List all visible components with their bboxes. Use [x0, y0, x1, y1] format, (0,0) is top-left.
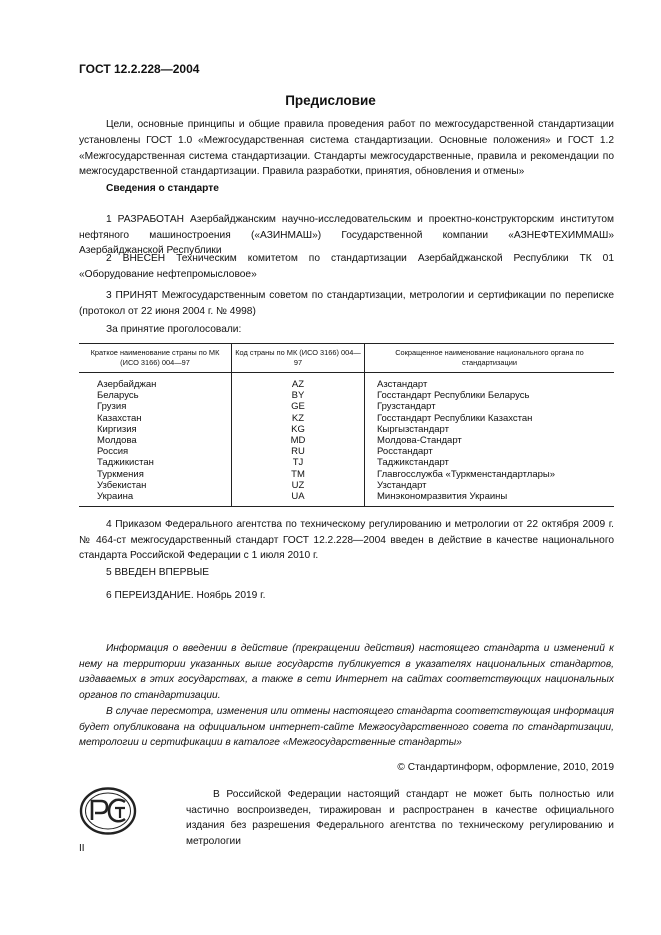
voted-label: За принятие проголосовали:	[106, 324, 242, 335]
section-heading: Сведения о стандарте	[106, 183, 219, 194]
column-header-country: Краткое наименование страны по МК (ИСО 3166) 004—97	[79, 344, 232, 373]
body-cell: Росстандарт	[377, 446, 433, 458]
body-cell: Госстандарт Республики Казахстан	[377, 412, 533, 424]
body-cell: Госстандарт Республики Беларусь	[377, 390, 530, 402]
intro-paragraph: Цели, основные принципы и общие правила проведения работ по межгосударственной стандартизации установлены ГОСТ 1.0 «Межгосударственная система стандартизации. Основные положения» и ГОСТ 1.2 «Межгосударственная система стандартизации. Стандарты межгосударственные, правила и рекомендации по межгосударственной стандартизации. Правила разработки, принятия, обновления и отмены»	[79, 119, 614, 178]
table-row	[79, 469, 614, 480]
country-cell: Украина	[79, 491, 232, 507]
code-cell: KZ	[232, 413, 365, 424]
table-row	[79, 446, 614, 457]
body-cell: Грузстандарт	[377, 401, 436, 413]
table-row	[79, 390, 614, 401]
body-cell: Узстандарт	[377, 479, 427, 491]
table-row	[79, 435, 614, 446]
table-header-row	[79, 344, 614, 373]
body-cell: Главгосслужба «Туркменстандартлары»	[377, 468, 556, 480]
code-cell: UA	[232, 491, 365, 507]
copyright-line: © Стандартинформ, оформление, 2010, 2019	[397, 762, 614, 773]
table-row	[79, 424, 614, 435]
table-row	[79, 491, 614, 507]
body-cell: Кыргызстандарт	[377, 423, 449, 435]
voting-table	[79, 343, 614, 507]
document-code-header: ГОСТ 12.2.228—2004	[79, 62, 200, 76]
country-cell: Таджикистан	[97, 457, 154, 469]
code-cell: MD	[232, 435, 365, 446]
body-cell: Азстандарт	[377, 379, 428, 390]
code-cell: UZ	[232, 480, 365, 491]
item-adopted: 3 ПРИНЯТ Межгосударственным советом по стандартизации, метрологии и сертификации по переписке (протокол от 22 июня 2004 г. № 4998)	[79, 290, 614, 317]
item-submitted: 2 ВНЕСЕН Техническим комитетом по стандартизации Азербайджанской Республики ТК 01 «Оборудование нефтепромысловое»	[79, 253, 614, 280]
code-cell: TM	[232, 469, 365, 480]
code-cell: BY	[232, 390, 365, 401]
code-cell: GE	[232, 401, 365, 412]
info-revision-paragraph: В случае пересмотра, изменения или отмены настоящего стандарта соответствующая информация будет опубликована на официальном интернет-сайте Межгосударственного совета по стандартизации, метрологии и сертификации в каталоге «Межгосударственные стандарты»	[79, 706, 614, 749]
item-enacted: 4 Приказом Федерального агентства по техническому регулированию и метрологии от 22 октября 2009 г. № 464-ст межгосударственный стандарт ГОСТ 12.2.228—2004 введен в действие в качестве национального стандарта Российской Федерации с 1 июля 2010 г.	[79, 519, 614, 562]
code-cell: KG	[232, 424, 365, 435]
info-publication-paragraph: Информация о введении в действие (прекращении действия) настоящего стандарта и изменений к нему на территории указанных выше государств публикуется в указателях национальных стандартов, издаваемых в этих государствах, а также в сети Интернет на сайтах соответствующих национальных органов по стандартизации.	[79, 643, 614, 701]
country-cell: Россия	[97, 446, 129, 458]
column-header-code: Код страны по МК (ИСО 3166) 004—97	[232, 344, 365, 373]
item-reissue: 6 ПЕРЕИЗДАНИЕ. Ноябрь 2019 г.	[106, 590, 266, 601]
column-header-body: Сокращенное наименование национального органа по стандартизации	[365, 344, 615, 373]
body-cell: Молдова-Стандарт	[377, 435, 462, 447]
country-cell: Киргизия	[97, 423, 137, 435]
body-cell: Таджикстандарт	[377, 457, 449, 469]
table-row	[79, 457, 614, 468]
table-row	[79, 401, 614, 412]
item-first-introduced: 5 ВВЕДЕН ВПЕРВЫЕ	[106, 567, 210, 578]
code-cell: TJ	[232, 457, 365, 468]
country-cell: Казахстан	[97, 412, 142, 424]
body-cell: Минэкономразвития Украины	[365, 491, 615, 507]
page-number: II	[79, 843, 85, 854]
country-cell: Молдова	[97, 435, 137, 447]
country-cell: Туркмения	[97, 468, 144, 480]
code-cell: RU	[232, 446, 365, 457]
country-cell: Азербайджан	[97, 379, 157, 390]
rst-logo-icon	[79, 786, 137, 836]
table-row	[79, 480, 614, 491]
country-cell: Грузия	[97, 401, 127, 413]
page-title: Предисловие	[285, 93, 376, 108]
country-cell: Узбекистан	[97, 479, 147, 491]
code-cell: AZ	[232, 373, 365, 391]
table-row	[79, 373, 614, 391]
item-developed: 1 РАЗРАБОТАН Азербайджанским научно-исследовательским и проектно-конструкторским институтом нефтяного машиностроения («АЗИНМАШ») Государственной компании «АЗНЕФТЕХИММАШ» Азербайджанской Республики	[79, 214, 614, 257]
reproduction-notice: В Российской Федерации настоящий стандарт не может быть полностью или частично воспроизведен, тиражирован и распространен в качестве официального издания без разрешения Федерального агентства по техническому регулированию и метрологии	[186, 789, 614, 847]
country-cell: Беларусь	[97, 390, 139, 402]
table-row	[79, 413, 614, 424]
